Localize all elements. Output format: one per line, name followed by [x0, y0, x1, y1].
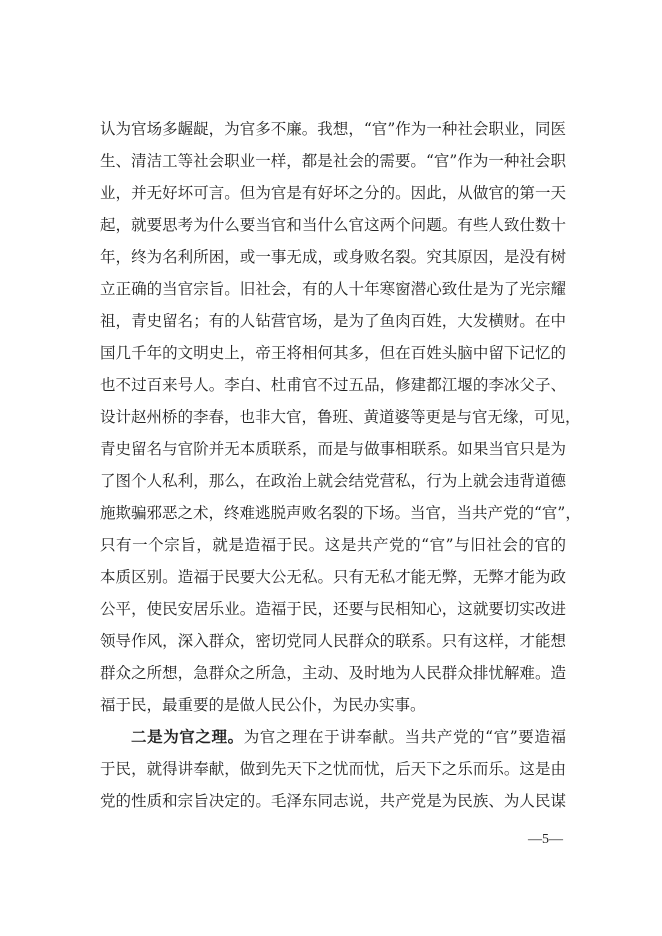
section-heading: 二是为官之理。 [131, 727, 244, 746]
paragraph-line: 只有一个宗旨，就是造福于民。这是共产党的“官”与旧社会的官的 [100, 536, 566, 554]
paragraph-line: 领导作风，深入群众，密切党同人民群众的联系。只有这样，才能想 [100, 632, 566, 650]
paragraph-line: 立正确的当官宗旨。旧社会，有的人十年寒窗潜心致仕是为了光宗耀 [100, 280, 566, 298]
paragraph-line: 也不过百来号人。李白、杜甫官不过五品，修建都江堰的李冰父子、 [100, 376, 566, 394]
page-number: —5— [528, 832, 563, 847]
paragraph-line: 生、清洁工等社会职业一样，都是社会的需要。“官”作为一种社会职 [100, 152, 566, 170]
paragraph-line: 青史留名与官阶并无本质联系，而是与做事相联系。如果当官只是为 [100, 440, 566, 458]
paragraph-line: 设计赵州桥的李春，也非大官，鲁班、黄道婆等更是与官无缘，可见， [100, 408, 581, 426]
paragraph-line: 群众之所想，急群众之所急，主动、及时地为人民群众排忧解难。造 [100, 664, 566, 682]
paragraph-line: 福于民，最重要的是做人民公仆，为民办实事。 [100, 696, 426, 714]
section-first-line-text: 为官之理在于讲奉献。当共产党的“官”要造福 [243, 728, 566, 746]
paragraph-line: 国几千年的文明史上，帝王将相何其多，但在百姓头脑中留下记忆的 [100, 344, 566, 362]
paragraph-line: 于民，就得讲奉献，做到先天下之忧而忧，后天下之乐而乐。这是由 [100, 760, 566, 778]
paragraph-line: 认为官场多龌龊，为官多不廉。我想，“官”作为一种社会职业，同医 [100, 120, 566, 138]
paragraph-line: 年，终为名利所困，或一事无成，或身败名裂。究其原因，是没有树 [100, 248, 566, 266]
paragraph-line: 党的性质和宗旨决定的。毛泽东同志说，共产党是为民族、为人民谋 [100, 792, 566, 810]
paragraph-line: 业，并无好坏可言。但为官是有好坏之分的。因此，从做官的第一天 [100, 184, 566, 202]
paragraph-line: 本质区别。造福于民要大公无私。只有无私才能无弊，无弊才能为政 [100, 568, 566, 586]
section-first-line [131, 726, 566, 748]
paragraph-line: 祖，青史留名；有的人钻营官场，是为了鱼肉百姓，大发横财。在中 [100, 312, 566, 330]
paragraph-line: 公平，使民安居乐业。造福于民，还要与民相知心，这就要切实改进 [100, 600, 566, 618]
paragraph-line: 了图个人私利，那么，在政治上就会结党营私，行为上就会违背道德 [100, 472, 566, 490]
paragraph-line: 起，就要思考为什么要当官和当什么官这两个问题。有些人致仕数十 [100, 216, 566, 234]
paragraph-line: 施欺骗邪恶之术，终难逃脱声败名裂的下场。当官，当共产党的“官”， [100, 504, 581, 522]
